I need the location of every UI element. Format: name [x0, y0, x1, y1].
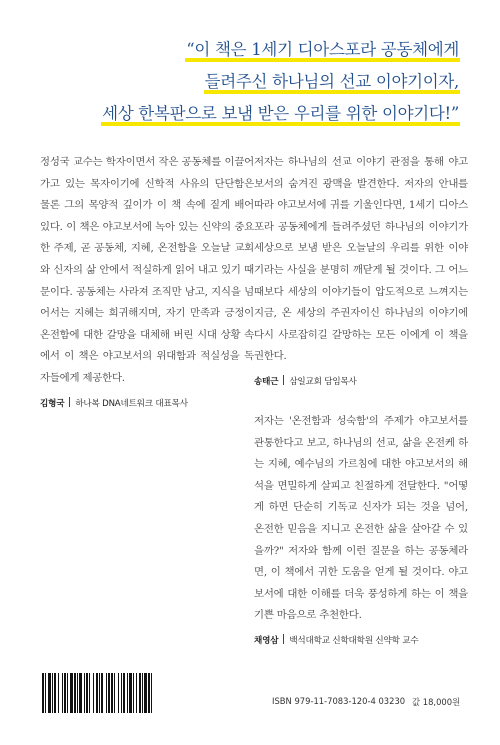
- barcode-bar: [52, 673, 53, 713]
- barcode-bar: [106, 673, 107, 713]
- separator: [283, 634, 284, 644]
- separator: [69, 397, 70, 407]
- barcode: [40, 673, 208, 713]
- barcode-bar: [144, 673, 147, 713]
- quote-line: 세상 한복판으로 보냄 받은 우리를 위한 이야기다!”: [40, 98, 460, 130]
- barcode-bar: [148, 673, 150, 713]
- endorser-role: 백석대학교 신학대학원 신약학 교수: [289, 635, 419, 646]
- barcode-bar: [67, 673, 68, 713]
- barcode-bar: [70, 673, 73, 713]
- barcode-bar: [99, 673, 100, 713]
- barcode-bar: [121, 673, 122, 713]
- endorsement-column-left: [40, 152, 254, 433]
- endorsement-signature: [254, 375, 468, 389]
- barcode-bar: [58, 673, 59, 713]
- endorser-name: 김형국: [40, 398, 65, 409]
- barcode-bar: [127, 673, 128, 713]
- barcode-bar: [129, 673, 132, 713]
- barcode-bar: [62, 673, 63, 713]
- barcode-bar: [139, 673, 141, 713]
- barcode-bar: [42, 673, 44, 713]
- barcode-bar: [114, 673, 115, 713]
- barcode-bar: [96, 673, 98, 713]
- endorsement: [254, 411, 468, 648]
- barcode-bar: [48, 673, 51, 713]
- endorser-role: 삼일교회 담임목사: [289, 376, 357, 387]
- barcode-bar: [111, 673, 113, 713]
- barcode-bar: [64, 673, 66, 713]
- barcode-bar: [108, 673, 110, 713]
- barcode-bar: [118, 673, 119, 713]
- quote-line: 들려주신 하나님의 선교 이야기이자,: [40, 66, 460, 98]
- endorser-name: 송태근: [254, 376, 279, 387]
- barcode-bar: [123, 673, 125, 713]
- endorsement-text: 저자는 하나님의 선교 이야기 관점을 통해 야고보서의 숨겨진 광맥을 발견한다. 저자의 안내를 따라 야고보서에 귀를 기울인다면, 1세기 디아스포라 공동체에게 들려주셨던 하나님의 이야기가 세상으로 보냄 받은 오늘날의 우리를 위한 이야기라는 사실을 분명히 깨닫게 될 것이다. 그 어느 때보다 세상의 이야기들이 압도적으로 느껴지는 지금, 온 세상의 주권자이신 하나님의 이야기에 다시 사로잡히길 갈망하는 모든 이에게 이 책을 권한다.: [254, 156, 468, 363]
- isbn: ISBN 979-11-7083-120-4 03230: [272, 696, 406, 706]
- endorser-role: 하나복 DNA네트워크 대표목사: [75, 398, 188, 409]
- endorsement: [254, 152, 468, 389]
- barcode-bar: [136, 673, 137, 713]
- barcode-bar: [54, 673, 56, 713]
- barcode-bar: [89, 673, 90, 713]
- barcode-bar: [74, 673, 76, 713]
- barcode-bar: [151, 673, 152, 713]
- cover-quote: [40, 34, 460, 130]
- separator: [283, 375, 284, 385]
- barcode-bar: [101, 673, 103, 713]
- endorsement-text: 저자는 '온전함과 성숙함'의 주제가 야고보서를 관통한다고 보고, 하나님의 선교, 삶을 온전케 하는 지혜, 예수님의 가르침에 대한 야고보서의 해석을 면밀하게 살피고 친절하게 전달한다. "어떻게 하면 단순히 기독교 신자가 되는 것을 넘어, 온전한 믿음을 지니고 온전한 삶을 살아갈 수 있을까?" 저자와 함께 이런 질문을 하는 공동체라면, 이 책에서 귀한 도움을 얻게 될 것이다. 야고보서에 대한 이해를 더욱 풍성하게 하는 이 책을 기쁜 마음으로 추천한다.: [254, 414, 468, 622]
- endorsement-signature: [40, 397, 254, 411]
- barcode-bar: [93, 673, 94, 713]
- quote-line: “이 책은 1세기 디아스포라 공동체에게: [40, 34, 460, 66]
- barcode-bar: [45, 673, 46, 713]
- endorsement-signature: [254, 634, 468, 648]
- price: 값 18,000원: [412, 697, 461, 707]
- barcode-bar: [142, 673, 143, 713]
- endorser-name: 채영삼: [254, 635, 279, 646]
- barcode-bar: [84, 673, 85, 713]
- endorsement-column-right: [254, 152, 468, 670]
- barcode-bar: [77, 673, 78, 713]
- endorsement: [40, 152, 254, 411]
- endorsement-text: 정성국 교수는 학자이면서 작은 공동체를 이끌어 가고 있는 목자이기에 신학적 사유의 단단함은 물론 그의 목양적 깊이가 이 책 속에 짙게 배어 있다. 이 책은 야고보서에 녹아 있는 신약의 중요한 주제, 곧 공동체, 지혜, 온전함을 오늘날 교회와 신자의 삶 안에서 적실하게 읽어 내고 있기 때문이다. 공동체는 사라져 조직만 남고, 지식을 넘어서는 지혜는 희귀해지며, 자기 만족과 긍정이 온전함에 대한 갈망을 대체해 버린 시대 상황 속에서 이 책은 야고보서의 위대함과 적실성을 독자들에게 제공한다.: [40, 156, 254, 384]
- barcode-bar: [133, 673, 134, 713]
- barcode-bar: [86, 673, 88, 713]
- barcode-bar: [79, 673, 82, 713]
